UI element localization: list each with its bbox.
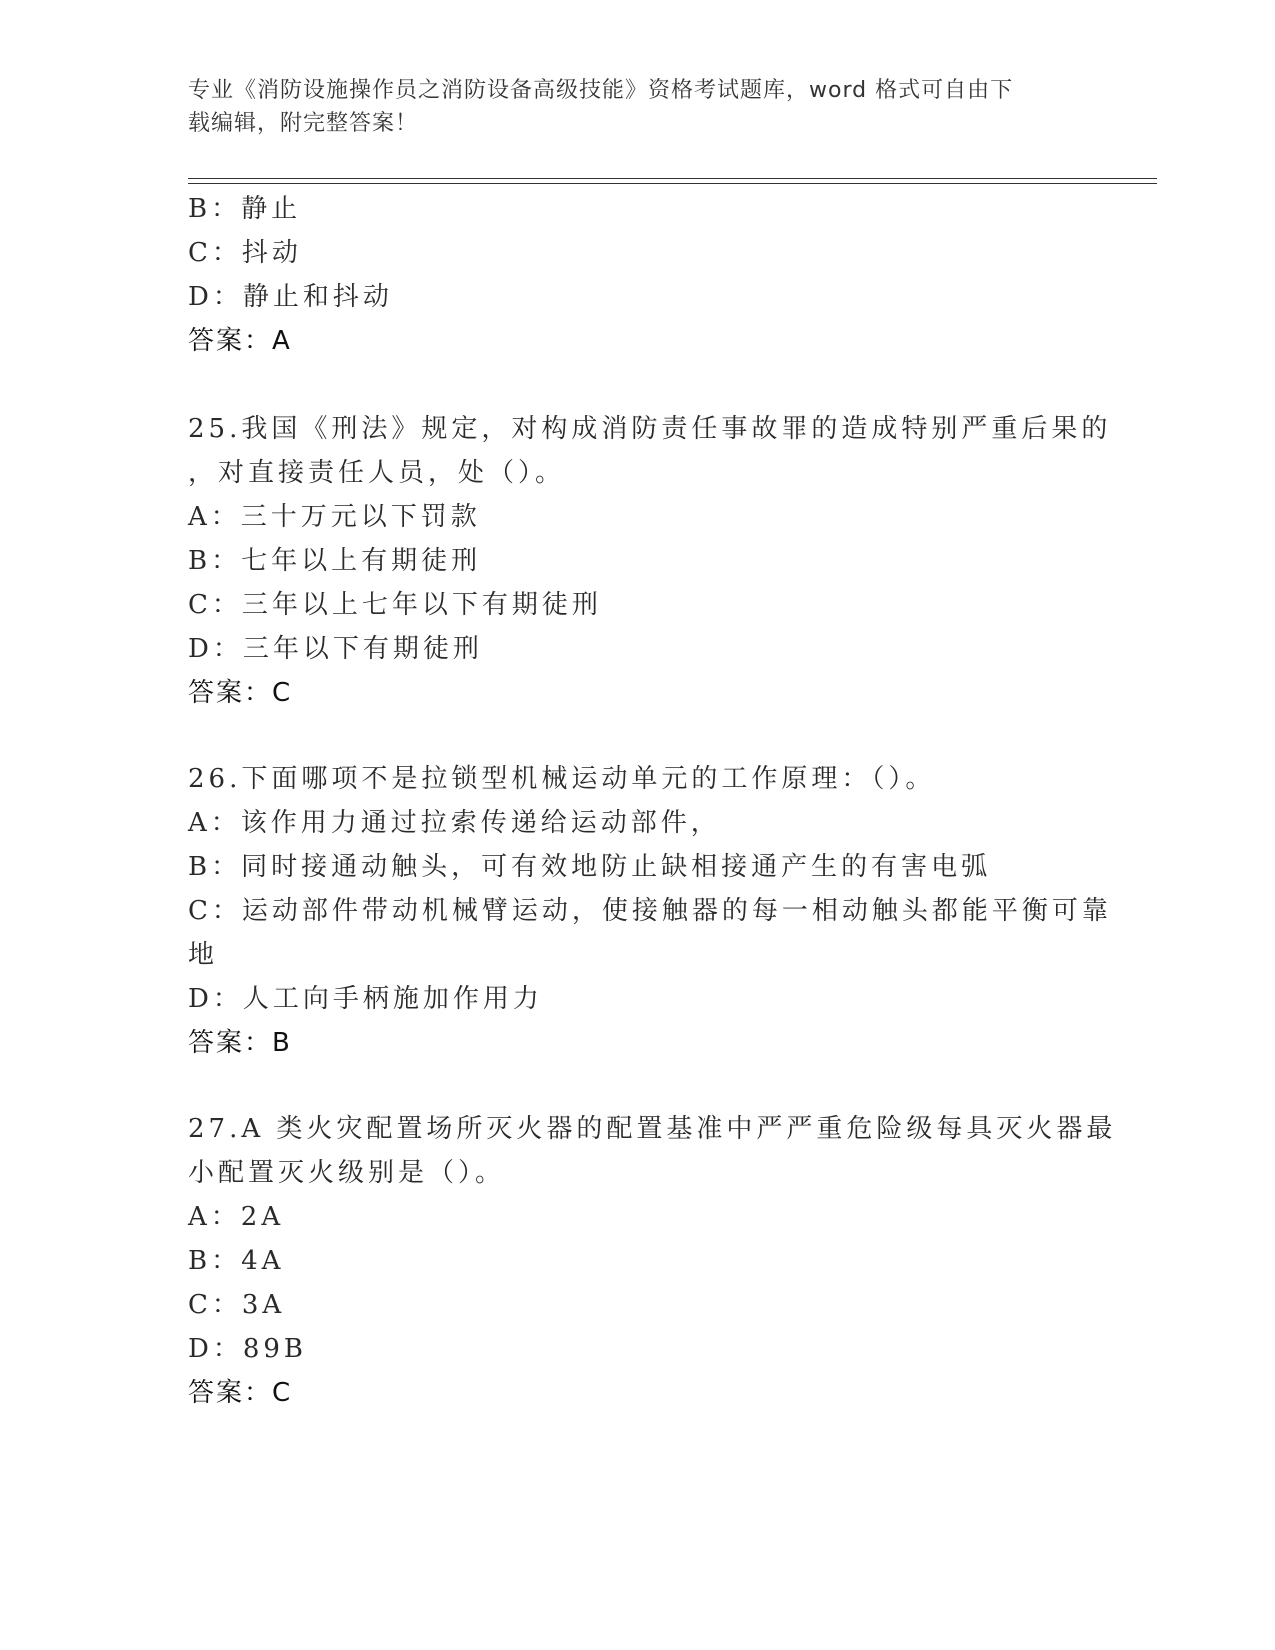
answer-line: 答案：A (188, 326, 292, 356)
option-b: B：静止 (188, 194, 302, 224)
question-stem: 25.我国《刑法》规定，对构成消防责任事故罪的造成特别严重后果的 (188, 414, 1112, 444)
document-header (188, 74, 1068, 140)
answer-line: 答案：C (188, 678, 293, 708)
option-a: A：该作用力通过拉索传递给运动部件， (188, 808, 721, 838)
question-stem: 26.下面哪项不是拉锁型机械运动单元的工作原理：（）。 (188, 764, 936, 794)
answer-line: 答案：B (188, 1028, 292, 1058)
question-stem: 27.A 类火灾配置场所灭火器的配置基准中严严重危险级每具灭火器最 (188, 1114, 1117, 1144)
question-stem-continued: ，对直接责任人员，处（）。 (188, 458, 566, 488)
option-c: C：3A (188, 1290, 286, 1320)
option-d: D：人工向手柄施加作用力 (188, 984, 543, 1014)
header-rule-top (188, 178, 1157, 179)
option-c-continued: 地 (188, 940, 219, 970)
option-b: B：七年以上有期徒刑 (188, 546, 482, 576)
option-c: C：抖动 (188, 238, 302, 268)
option-c: C：三年以上七年以下有期徒刑 (188, 590, 602, 620)
header-line-2: 载编辑，附完整答案！ (188, 111, 419, 136)
header-rule-bottom (188, 183, 1157, 184)
header-line-1: 专业《消防设施操作员之消防设备高级技能》资格考试题库，word 格式可自由下 (188, 78, 1014, 103)
option-d: D：89B (188, 1334, 308, 1364)
option-a: A：三十万元以下罚款 (188, 502, 481, 532)
option-a: A：2A (188, 1202, 285, 1232)
option-d: D：静止和抖动 (188, 282, 393, 312)
question-stem-continued: 小配置灭火级别是（）。 (188, 1158, 506, 1188)
option-b: B：4A (188, 1246, 285, 1276)
answer-line: 答案：C (188, 1378, 293, 1408)
option-d: D：三年以下有期徒刑 (188, 634, 483, 664)
option-b: B：同时接通动触头，可有效地防止缺相接通产生的有害电弧 (188, 852, 992, 882)
option-c: C：运动部件带动机械臂运动，使接触器的每一相动触头都能平衡可靠 (188, 896, 1112, 926)
